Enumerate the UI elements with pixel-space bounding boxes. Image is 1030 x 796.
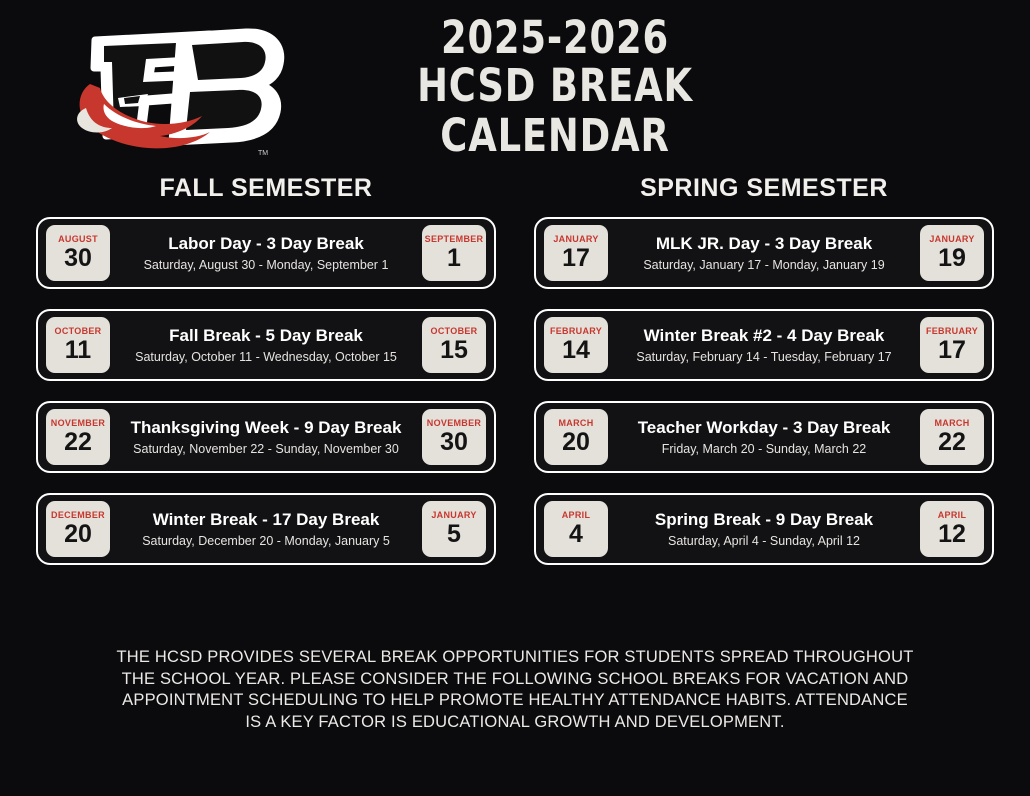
- break-title: Labor Day - 3 Day Break: [168, 233, 364, 253]
- chip-month-label: FEBRUARY: [549, 326, 603, 336]
- end-date-chip: [920, 225, 984, 281]
- chip-day-label: 20: [562, 428, 590, 456]
- break-title: Spring Break - 9 Day Break: [654, 509, 874, 529]
- chip-month-label: APRIL: [561, 510, 591, 520]
- chip-month-label: OCTOBER: [54, 326, 102, 336]
- spring-semester-column: [534, 174, 994, 585]
- start-date-chip: [46, 501, 110, 557]
- break-row: [36, 309, 496, 381]
- end-date-chip: [422, 501, 486, 557]
- end-date-chip: [422, 225, 486, 281]
- break-row: [36, 217, 496, 289]
- chip-day-label: 19: [938, 244, 966, 272]
- break-row: [534, 401, 994, 473]
- trademark-label: TM: [258, 149, 269, 157]
- start-date-chip: [544, 317, 608, 373]
- footer-line-3: APPOINTMENT SCHEDULING TO HELP PROMOTE HEALTHY ATTENDANCE HABITS. ATTENDANCE: [122, 691, 908, 710]
- chip-day-label: 12: [938, 520, 966, 548]
- page-year: 2025-2026: [440, 10, 670, 64]
- chip-month-label: FEBRUARY: [925, 326, 979, 336]
- break-date-range: Friday, March 20 - Sunday, March 22: [661, 442, 867, 456]
- chip-month-label: APRIL: [937, 510, 967, 520]
- chip-month-label: DECEMBER: [51, 510, 105, 520]
- chip-month-label: NOVEMBER: [50, 418, 106, 428]
- fall-semester-heading: FALL SEMESTER: [159, 174, 373, 202]
- chip-day-label: 20: [64, 520, 92, 548]
- chip-day-label: 15: [440, 336, 468, 364]
- break-row: [36, 493, 496, 565]
- break-details: [110, 325, 422, 366]
- break-title: Winter Break #2 - 4 Day Break: [643, 325, 885, 345]
- chip-day-label: 1: [447, 244, 461, 272]
- page-header: [0, 0, 1030, 160]
- break-row: [534, 217, 994, 289]
- chip-day-label: 17: [938, 336, 966, 364]
- break-details: [110, 417, 422, 458]
- footer-line-1: THE HCSD PROVIDES SEVERAL BREAK OPPORTUNITIES FOR STUDENTS SPREAD THROUGHOUT: [116, 647, 914, 666]
- end-date-chip: [920, 501, 984, 557]
- page-title: HCSD BREAK CALENDAR: [417, 59, 693, 162]
- end-date-chip: [422, 409, 486, 465]
- chip-month-label: JANUARY: [929, 234, 975, 244]
- chip-month-label: SEPTEMBER: [424, 234, 484, 244]
- break-date-range: Saturday, December 20 - Monday, January 5: [142, 534, 390, 548]
- spring-semester-heading: SPRING SEMESTER: [640, 174, 888, 202]
- end-date-chip: [920, 409, 984, 465]
- footer-note: [0, 647, 1030, 734]
- break-date-range: Saturday, February 14 - Tuesday, February 17: [636, 350, 892, 364]
- start-date-chip: [544, 409, 608, 465]
- end-date-chip: [920, 317, 984, 373]
- break-row: [534, 493, 994, 565]
- break-date-range: Saturday, January 17 - Monday, January 19: [643, 258, 885, 272]
- chip-day-label: 17: [562, 244, 590, 272]
- chip-day-label: 30: [440, 428, 468, 456]
- start-date-chip: [46, 409, 110, 465]
- title-block: [330, 10, 1030, 162]
- chip-day-label: 22: [938, 428, 966, 456]
- break-date-range: Saturday, November 22 - Sunday, November 30: [133, 442, 399, 456]
- chip-month-label: AUGUST: [58, 234, 98, 244]
- chip-month-label: MARCH: [934, 418, 970, 428]
- chip-month-label: JANUARY: [431, 510, 477, 520]
- break-details: [608, 233, 920, 274]
- start-date-chip: [544, 501, 608, 557]
- break-row: [534, 309, 994, 381]
- start-date-chip: [46, 225, 110, 281]
- break-details: [110, 233, 422, 274]
- chip-day-label: 22: [64, 428, 92, 456]
- break-details: [110, 509, 422, 550]
- break-title: Winter Break - 17 Day Break: [152, 509, 380, 529]
- break-details: [608, 509, 920, 550]
- break-title: Fall Break - 5 Day Break: [169, 325, 363, 345]
- footer-line-4: IS A KEY FACTOR IS EDUCATIONAL GROWTH AND DEVELOPMENT.: [245, 713, 785, 732]
- break-title: MLK JR. Day - 3 Day Break: [655, 233, 873, 253]
- break-date-range: Saturday, April 4 - Sunday, April 12: [667, 534, 860, 548]
- fb-hawk-logo-icon: [60, 12, 290, 162]
- fall-semester-column: [36, 174, 496, 585]
- chip-day-label: 30: [64, 244, 92, 272]
- chip-day-label: 5: [447, 520, 461, 548]
- logo-container: [0, 10, 330, 165]
- end-date-chip: [422, 317, 486, 373]
- break-date-range: Saturday, August 30 - Monday, September 1: [143, 258, 389, 272]
- chip-day-label: 14: [562, 336, 590, 364]
- chip-month-label: NOVEMBER: [426, 418, 482, 428]
- break-details: [608, 417, 920, 458]
- break-row: [36, 401, 496, 473]
- footer-line-2: THE SCHOOL YEAR. PLEASE CONSIDER THE FOLLOWING SCHOOL BREAKS FOR VACATION AND: [121, 669, 909, 688]
- start-date-chip: [46, 317, 110, 373]
- chip-day-label: 11: [64, 336, 92, 364]
- chip-month-label: MARCH: [558, 418, 594, 428]
- chip-month-label: JANUARY: [553, 234, 599, 244]
- break-date-range: Saturday, October 11 - Wednesday, October 15: [135, 350, 397, 364]
- chip-day-label: 4: [569, 520, 583, 548]
- chip-month-label: OCTOBER: [430, 326, 478, 336]
- break-title: Thanksgiving Week - 9 Day Break: [130, 417, 402, 437]
- start-date-chip: [544, 225, 608, 281]
- semester-columns: [0, 160, 1030, 585]
- break-details: [608, 325, 920, 366]
- break-title: Teacher Workday - 3 Day Break: [637, 417, 891, 437]
